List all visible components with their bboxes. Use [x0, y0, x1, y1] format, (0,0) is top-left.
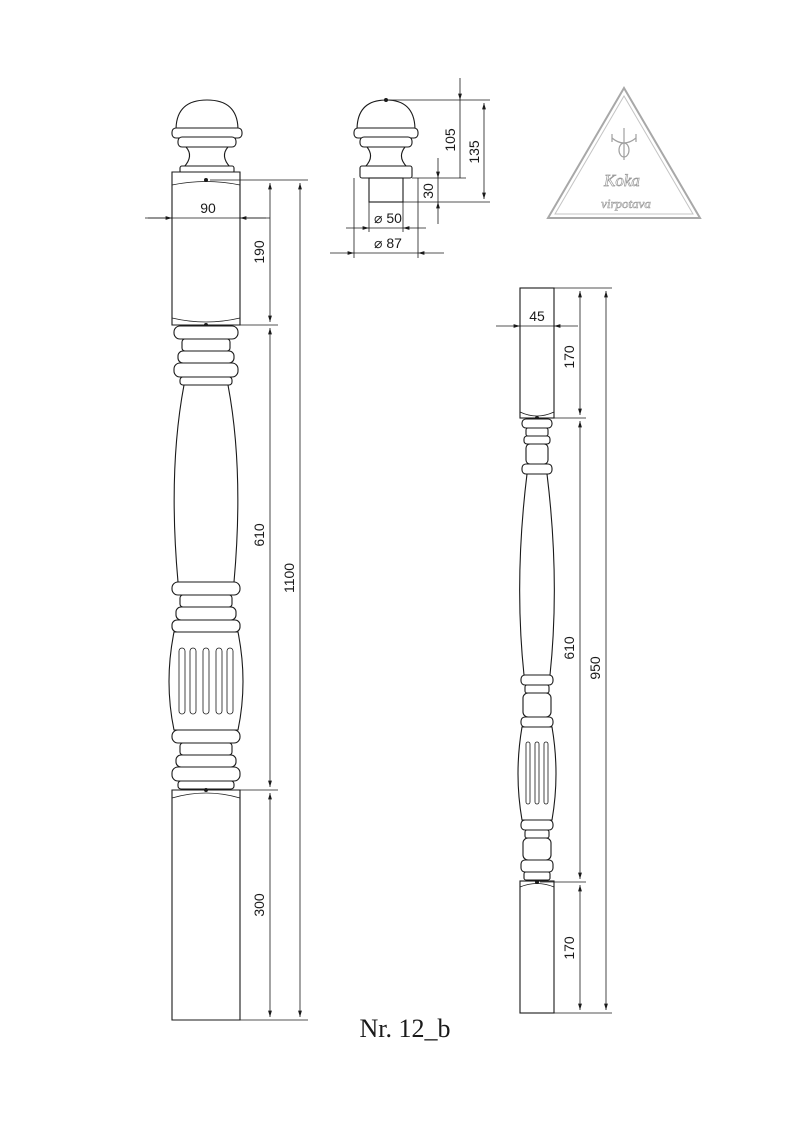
finial-height-inner-label: 105: [442, 128, 458, 152]
finial-pin-length-label: 30: [420, 183, 436, 199]
trident-emblem-icon: [612, 128, 636, 160]
baluster-turned-label: 610: [561, 636, 577, 660]
finial-height-total-label: 135: [466, 140, 482, 164]
newel-total-height-label: 1100: [281, 562, 297, 594]
baluster-top-block-label: 170: [561, 345, 577, 369]
newel-post-drawing: [169, 100, 243, 1020]
newel-bottom-block-label: 300: [251, 893, 267, 917]
measure-point: [204, 178, 208, 182]
drawing-caption: Nr. 12_b: [359, 1014, 451, 1043]
koka-virpotava-logo: [548, 88, 700, 218]
baluster-total-height-label: 950: [587, 656, 603, 680]
measure-point: [204, 788, 208, 792]
baluster-drawing: [518, 288, 556, 1013]
baluster-bottom-block-label: 170: [561, 936, 577, 960]
newel-top-block-label: 190: [251, 240, 267, 264]
newel-width-label: 90: [200, 200, 216, 216]
measure-point: [384, 98, 388, 102]
baluster-width-label: 45: [529, 308, 545, 324]
finial-base-diameter-label: ⌀ 87: [374, 235, 402, 251]
logo-word-2: virpotava: [601, 196, 651, 211]
logo-word-1: Koka: [604, 171, 640, 190]
newel-turned-label: 610: [251, 523, 267, 547]
measure-point: [535, 880, 539, 884]
finial-drawing: [354, 98, 418, 202]
finial-pin-diameter-label: ⌀ 50: [374, 210, 402, 226]
